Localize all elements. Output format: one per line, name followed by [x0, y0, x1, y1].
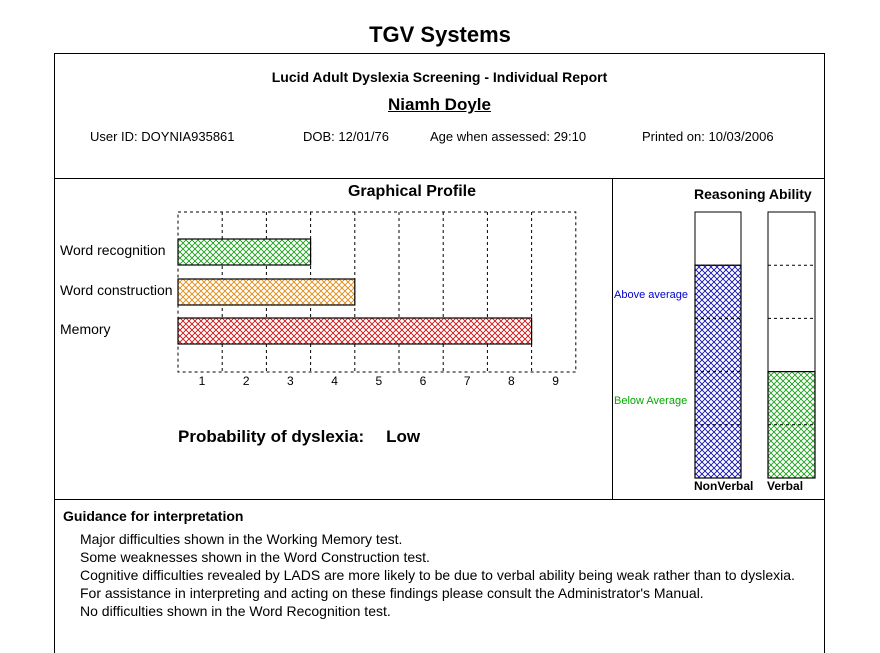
x-tick-label: 7	[463, 374, 471, 388]
report-title: Lucid Adult Dyslexia Screening - Individual Report	[271, 69, 608, 85]
verbal-label: Verbal	[767, 479, 804, 493]
guidance-line: Some weaknesses shown in the Word Construction test.	[80, 549, 430, 565]
dob: DOB: 12/01/76	[303, 129, 389, 144]
x-tick-label: 1	[198, 374, 206, 388]
reasoning-boxes	[695, 212, 815, 478]
profile-bar	[178, 239, 311, 265]
guidance-line: Cognitive difficulties revealed by LADS are more likely to be due to verbal ability being weak rather than to dyslexia. For assistance in interpreting and acting on these findings please consult the Administrator's Manual.	[80, 567, 795, 601]
below-average-label: Below Average	[614, 395, 688, 407]
x-tick-label: 4	[331, 374, 338, 388]
x-tick-label: 5	[375, 374, 383, 388]
user-id: User ID: DOYNIA935861	[90, 129, 235, 144]
age-assessed: Age when assessed: 29:10	[430, 129, 587, 144]
x-tick-label: 2	[242, 374, 250, 388]
x-tick-label: 6	[419, 374, 427, 388]
guidance-line: No difficulties shown in the Word Recognition test.	[80, 603, 391, 619]
x-tick-label: 9	[552, 374, 559, 388]
category-label-word-construction: Word construction	[60, 282, 173, 298]
x-tick-label: 3	[287, 374, 294, 388]
guidance-title: Guidance for interpretation	[63, 508, 244, 524]
category-label-memory: Memory	[60, 321, 111, 337]
reasoning-ability-title: Reasoning Ability	[694, 186, 812, 202]
printed-date: Printed on: 10/03/2006	[642, 129, 774, 144]
person-name: Niamh Doyle	[388, 95, 491, 114]
guidance-line: Major difficulties shown in the Working Memory test.	[80, 531, 403, 547]
probability-label: Probability of dyslexia:	[178, 427, 365, 446]
company-title: TGV Systems	[369, 22, 511, 47]
x-tick-label: 8	[508, 374, 515, 388]
above-average-label: Above average	[614, 289, 688, 301]
guidance-text	[80, 530, 800, 620]
graphical-profile-title: Graphical Profile	[347, 183, 477, 200]
profile-bar	[178, 318, 532, 344]
nonverbal-label: NonVerbal	[694, 479, 754, 493]
category-label-word-recognition: Word recognition	[60, 242, 166, 258]
dyslexia-probability	[178, 427, 420, 447]
profile-bar	[178, 279, 355, 305]
probability-value: Low	[386, 427, 421, 446]
